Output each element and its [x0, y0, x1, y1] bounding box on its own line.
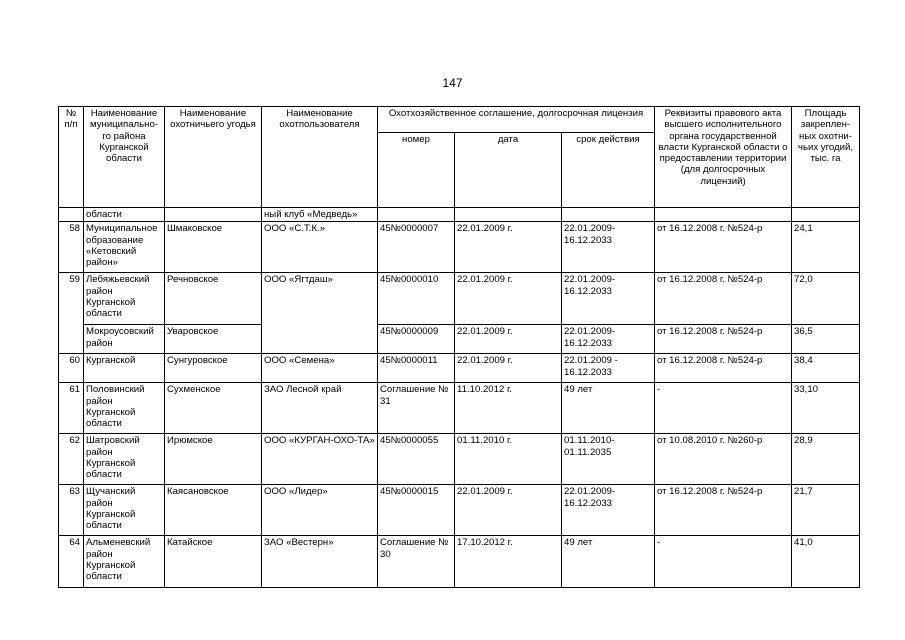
cell-term: 49 лет [562, 383, 655, 434]
table-row-continuation [59, 208, 860, 222]
cell-district: Муниципальное образование «Кетовский район» [84, 222, 165, 273]
header-district: Наименование муниципально-го района Курганской области [84, 107, 165, 208]
table-row [59, 536, 860, 588]
cell-size: 41,0 [792, 536, 860, 588]
cell-number: 45№0000015 [378, 485, 455, 536]
cell-size: 21,7 [792, 485, 860, 536]
cell-act: от 16.12.2008 г. №524-р [655, 273, 792, 325]
table-row [59, 434, 860, 485]
cell-date: 22.01.2009 г. [455, 325, 562, 354]
cell-date: 17.10.2012 г. [455, 536, 562, 588]
table-row [59, 383, 860, 434]
cell-user: ООО «Лидер» [262, 485, 378, 536]
cell-number: 45№0000055 [378, 434, 455, 485]
cell-area: Шмаковское [165, 222, 262, 273]
cell-num: 58 [59, 222, 84, 273]
cell-act: от 16.12.2008 г. №524-р [655, 354, 792, 383]
cell-num: 62 [59, 434, 84, 485]
table-row [59, 325, 860, 354]
cell-district: Половинский район Курганской области [84, 383, 165, 434]
table-row [59, 273, 860, 325]
cell-district: Мокроусовский район [84, 325, 165, 354]
cell-number: 45№0000009 [378, 325, 455, 354]
cell-area: Ирюмское [165, 434, 262, 485]
header-agreement: Охотхозяйственное соглашение, долгосрочная лицензия [378, 107, 655, 133]
cell-number: 45№0000007 [378, 222, 455, 273]
header-agreement-term: срок действия [562, 133, 655, 208]
cell-area: Каясановское [165, 485, 262, 536]
cell-date: 22.01.2009 г. [455, 354, 562, 383]
cell-area: Сухменское [165, 383, 262, 434]
header-legal-act: Реквизиты правового акта высшего исполнительного органа государственной власти Курганской области о предоставлении территории (для долгосрочных лицензий) [655, 107, 792, 208]
cell-date: 11.10.2012 г. [455, 383, 562, 434]
cell-size: 38,4 [792, 354, 860, 383]
cell-date: 22.01.2009 г. [455, 485, 562, 536]
cell-num: 64 [59, 536, 84, 588]
cell-size: 24,1 [792, 222, 860, 273]
cell-area: Уваровское [165, 325, 262, 354]
cell-act: - [655, 383, 792, 434]
cell-term: 01.11.2010-01.11.2035 [562, 434, 655, 485]
cell-size: 72,0 [792, 273, 860, 325]
cell-user: ный клуб «Медведь» [262, 208, 378, 222]
cell-area: Сунгуровское [165, 354, 262, 383]
cell-date: 22.01.2009 г. [455, 273, 562, 325]
hunting-grounds-table [58, 106, 860, 588]
cell-district: Шатровский район Курганской области [84, 434, 165, 485]
cell-date: 01.11.2010 г. [455, 434, 562, 485]
cell-district: области [84, 208, 165, 222]
cell-number: Соглашение № 30 [378, 536, 455, 588]
header-hunting-user: Наименование охотпользователя [262, 107, 378, 208]
cell-term: 22.01.2009-16.12.2033 [562, 485, 655, 536]
header-agreement-date: дата [455, 133, 562, 208]
cell-num: 61 [59, 383, 84, 434]
cell-act: от 16.12.2008 г. №524-р [655, 222, 792, 273]
cell-district: Курганской [84, 354, 165, 383]
cell-area: Катайское [165, 536, 262, 588]
header-area-size: Площадь закреплен-ных охотни-чьих угодий, тыс. га [792, 107, 860, 208]
cell-term: 22.01.2009 - 16.12.2033 [562, 354, 655, 383]
cell-number: 45№0000011 [378, 354, 455, 383]
cell-date: 22.01.2009 г. [455, 222, 562, 273]
cell-user: ООО «КУРГАН-ОХО-ТА» [262, 434, 378, 485]
header-row-1 [59, 107, 860, 133]
cell-area: Речновское [165, 273, 262, 325]
cell-number: Соглашение № 31 [378, 383, 455, 434]
cell-user: ООО «Ягтдаш» [262, 273, 378, 354]
cell-act: от 16.12.2008 г. №524-р [655, 325, 792, 354]
cell-number: 45№0000010 [378, 273, 455, 325]
cell-user: ООО «Семена» [262, 354, 378, 383]
cell-term: 22.01.2009-16.12.2033 [562, 325, 655, 354]
cell-act: - [655, 536, 792, 588]
cell-district: Альменевский район Курганской области [84, 536, 165, 588]
table-row [59, 485, 860, 536]
cell-num: 63 [59, 485, 84, 536]
table-row [59, 222, 860, 273]
cell-act: от 16.12.2008 г. №524-р [655, 485, 792, 536]
cell-act: от 10.08.2010 г. №260-р [655, 434, 792, 485]
cell-district: Щучанский район Курганской области [84, 485, 165, 536]
page-number: 147 [442, 76, 463, 90]
header-num: № п/п [59, 107, 84, 208]
cell-size: 28,9 [792, 434, 860, 485]
cell-num: 59 [59, 273, 84, 354]
cell-num: 60 [59, 354, 84, 383]
header-hunting-area: Наименование охотничьего угодья [165, 107, 262, 208]
cell-term: 22.01.2009-16.12.2033 [562, 222, 655, 273]
cell-user: ЗАО «Вестерн» [262, 536, 378, 588]
cell-district: Лебяжьевский район Курганской области [84, 273, 165, 325]
table-row [59, 354, 860, 383]
cell-user: ООО «С.Т.К.» [262, 222, 378, 273]
cell-term: 22.01.2009-16.12.2033 [562, 273, 655, 325]
cell-size: 33,10 [792, 383, 860, 434]
cell-size: 36,5 [792, 325, 860, 354]
cell-user: ЗАО Лесной край [262, 383, 378, 434]
header-agreement-number: номер [378, 133, 455, 208]
cell-term: 49 лет [562, 536, 655, 588]
